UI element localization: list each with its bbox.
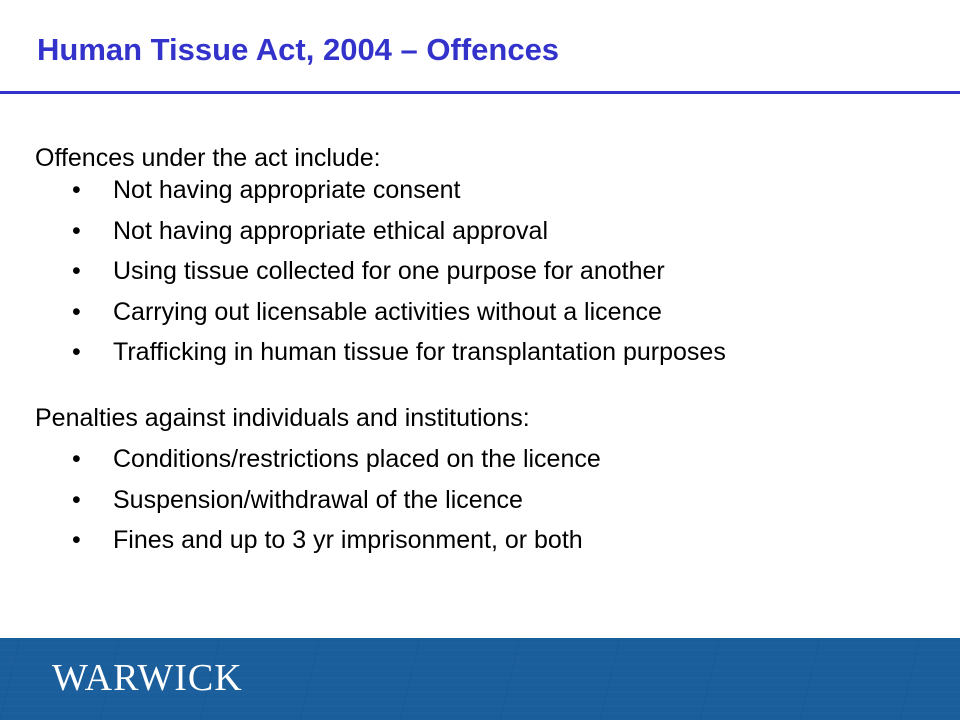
slide-title: Human Tissue Act, 2004 – Offences bbox=[37, 32, 560, 67]
offences-heading: Offences under the act include: bbox=[35, 144, 381, 172]
penalty-text: Conditions/restrictions placed on the licence bbox=[113, 445, 601, 473]
bullet-icon: • bbox=[72, 445, 81, 473]
bullet-icon: • bbox=[72, 176, 81, 204]
warwick-wordmark-logo bbox=[52, 652, 272, 700]
bullet-icon: • bbox=[72, 526, 81, 554]
offence-text: Not having appropriate consent bbox=[113, 176, 461, 204]
penalty-text: Suspension/withdrawal of the licence bbox=[113, 485, 523, 514]
offence-text: Not having appropriate ethical approval bbox=[113, 216, 548, 245]
bullet-icon: • bbox=[72, 216, 81, 245]
offence-text: Using tissue collected for one purpose for another bbox=[113, 257, 665, 285]
title-divider bbox=[0, 91, 960, 94]
bullet-icon: • bbox=[72, 338, 81, 366]
bullet-icon: • bbox=[72, 297, 81, 326]
offence-text: Trafficking in human tissue for transplantation purposes bbox=[113, 338, 726, 366]
penalty-text: Fines and up to 3 yr imprisonment, or both bbox=[113, 526, 583, 554]
logo-text: WARWICK bbox=[52, 657, 243, 699]
bullet-icon: • bbox=[72, 485, 81, 514]
penalties-heading: Penalties against individuals and institutions: bbox=[35, 404, 530, 432]
offence-text: Carrying out licensable activities without a licence bbox=[113, 297, 662, 326]
bullet-icon: • bbox=[72, 257, 81, 285]
